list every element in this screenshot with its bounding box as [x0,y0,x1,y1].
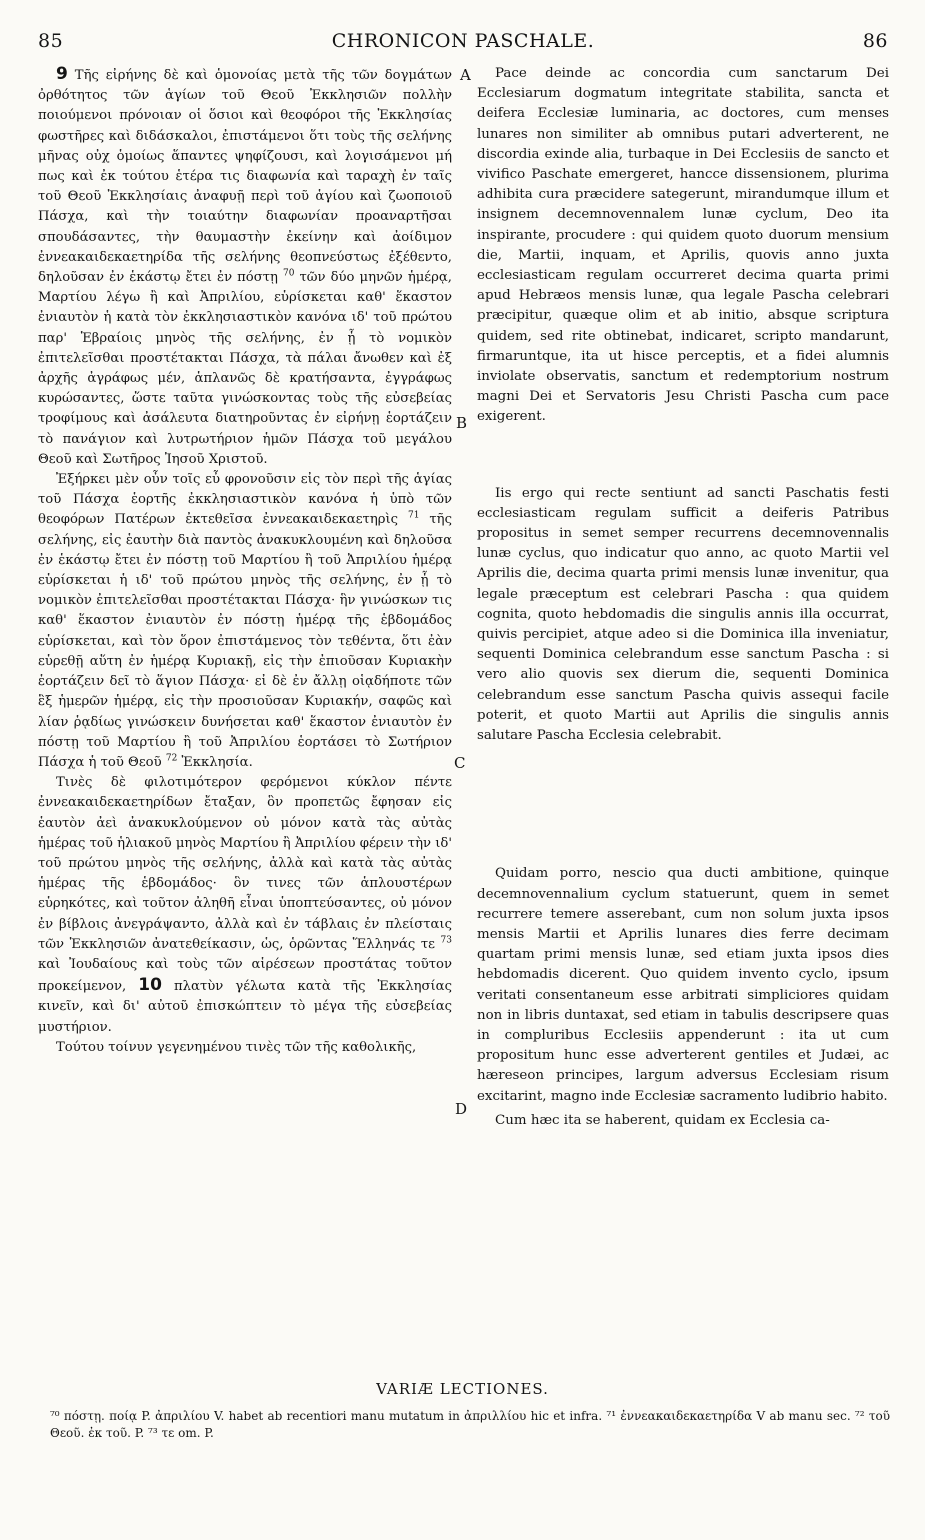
margin-marker-c: C [454,754,466,772]
note-ref-72: 72 [165,753,178,764]
variae-lectiones-notes: ⁷⁰ πόστῃ. ποίᾳ P. ἀπριλίου V. habet ab recentiori manu mutatum in ἀπριλλίου hic et infra. ⁷¹ ἐννεακαιδεκαετηρίδα V ab manu sec. ⁷² τοῦ Θεοῦ. ἐκ τοῦ. P. ⁷³ τε om. P. [50,1409,890,1440]
greek-p3-text: Τινὲς δὲ φιλοτιμότερον φερόμενοι κύκλον πέντε ἐννεακαιδεκαετηρίδων ἔταξαν, ὃν προπετῶς ἔφησαν εἰς ἑαυτὸν ἀεὶ ἀνακυκλούμενον οὐ μόνον κατὰ τὰς αὐτὰς ἡμέρας τοῦ ἡλιακοῦ μηνὸς Μαρτίου ἢ Ἀπριλίου φέρειν τὴν ιδ' τοῦ πρώτου μηνὸς τῆς σελήνης, ἀλλὰ καὶ κατὰ τὰς αὐτὰς ἡμέρας τῆς ἑβδομάδος· ὃν τινες τῶν ἁπλουστέρων εὑρηκότες, καὶ τοῦτον ἀληθῆ εἶναι ὑποπτεύσαντες, οὐ μόνον ἐν βίβλοις ἀνεγράψαντο, ἀλλὰ καὶ ἐν τάβλαις ἐν πλείσταις τῶν Ἐκκλησιῶν ἀνατεθείκασιν, ὡς, ὁρῶντας Ἕλληνάς τε [38,775,452,952]
margin-marker-b: B [456,414,468,432]
greek-p2-text-end: Ἐκκλησία. [181,754,253,770]
greek-p2-text: Ἐξήρκει μὲν οὖν τοῖς εὖ φρονοῦσιν εἰς τὸν περὶ τῆς ἁγίας τοῦ Πάσχα ἑορτῆς ἐκκλησιαστικὸν κανόνα ἡ ὑπὸ τῶν θεοφόρων Πατέρων ἐκτεθεῖσα ἐννεακαιδεκαετηρὶς [38,472,452,528]
greek-paragraph-1 [38,64,452,470]
greek-column [38,64,452,1058]
latin-paragraph-3: Quidam porro, nescio qua ducti ambitione, quinque decemnovennalium cyclum statuerunt, quem in semet recurrere temere asserebant, cum non solum juxta ipsos mensis Martii et Aprilis lunares dies ferre decimam quartam primi mensis lunæ, sed etiam juxta ipsos dies hebdomadis dicerent. Quo quidem invento cyclo, ipsum veritati consentaneum esse arbitrati simpliciores quidam non in libris duntaxat, sed etiam in tabulis descripsere quas in compluribus Ecclesiis appenderunt : ita ut cum propositum hunc esse adverterent gentiles et Judæi, ac hæreseon principes, largum adversus Ecclesiam risum excitarint, magno inde Ecclesiæ sacramento ludibrio habito. [477,866,889,1104]
page-number-left: 85 [38,30,64,52]
latin-paragraph-4: Cum hæc ita se haberent, quidam ex Ecclesia ca- [495,1112,830,1128]
margin-marker-a: A [460,66,471,84]
note-ref-71: 71 [407,511,420,522]
running-title: CHRONICON PASCHALE. [331,30,595,52]
greek-paragraph-2 [38,470,452,773]
section-number-9: 9 [56,64,68,84]
greek-p3-text-cont: καὶ Ἰουδαίους καὶ τοὺς τῶν αἱρέσεων προστάτας τοῦτον προκείμενον, [38,956,452,995]
greek-paragraph-4: Τούτου τοίνυν γεγενημένου τινὲς τῶν τῆς καθολικῆς, [56,1039,417,1055]
greek-p3-text-end: πλατὺν γέλωτα κατὰ τῆς Ἐκκλησίας κινεῖν, καὶ δι' αὐτοῦ ἐπισκώπτειν τὸ μέγα τῆς εὐσεβείας μυστήριον. [38,979,452,1035]
greek-p2-text-cont: τῆς σελήνης, εἰς ἑαυτὴν διὰ παντὸς ἀνακυκλουμένη καὶ δηλοῦσα ἐν ἑκάστῳ ἔτει ἐν πόστῃ τοῦ Μαρτίου ἢ τοῦ Ἀπριλίου ἡμέρᾳ εὑρίσκεται ἡ ιδ' τοῦ πρώτου μηνὸς τῆς σελήνης, ἐν ᾗ τὸ νομικὸν ἐπιτελεῖσθαι προστέτακται Πάσχα· ἣν γινώσκων τις καθ' ἕκαστον ἐνιαυτὸν ἐν πόστῃ ἡμέρᾳ τῆς ἑβδομάδος εὑρίσκεται, καὶ τὸν ὅρον ἐπιστάμενος τὸν τεθέντα, ὅτι ἐὰν εὑρεθῇ αὕτη ἐν ἡμέρᾳ Κυριακῇ, εἰς τὴν ἐπιοῦσαν Κυριακὴν ἑορτάζειν δεῖ τὸ ἅγιον Πάσχα· εἰ δὲ ἐν ἄλλῃ οἱᾳδήποτε τῶν ἓξ ἡμερῶν ἡμέρᾳ, εἰς τὴν προσιοῦσαν Κυριακήν, σαφῶς καὶ λίαν ῥᾳδίως γινώσκειν δυνήσεται καθ' ἕκαστον ἐνιαυτὸν ἐν πόστῃ τοῦ Μαρτίου ἢ τοῦ Ἀπριλίου ἑορτάσει τὸ Σωτήριον Πάσχα ἡ τοῦ Θεοῦ [38,512,452,770]
note-ref-70: 70 [282,268,295,279]
greek-p1-text: Τῆς εἰρήνης δὲ καὶ ὁμονοίας μετὰ τῆς τῶν δογμάτων ὀρθότητος τῶν ἁγίων τοῦ Θεοῦ Ἐκκλησιῶν πολλὴν ποιούμενοι πρόνοιαν οἱ ὅσιοι καὶ θεοφόροι τῆς Ἐκκλησίας φωστῆρες καὶ διδάσκαλοι, ἐπιστάμενοι ὅτι τοὺς τῆς σελήνης μῆνας οὐχ ὁμοίως ἅπαντες ψηφίζουσι, καὶ λογισάμενοι μή πως καὶ ἐκ τούτου ἑτέρα τις διαφωνία καὶ ταραχὴ ἐν ταῖς τοῦ Θεοῦ Ἐκκλησίαις ἀναφυῇ περὶ τοῦ ἁγίου καὶ ζωοποιοῦ Πάσχα, καὶ τὴν τοιαύτην διαφωνίαν προαναρτῆσαι σπουδάσαντες, τὴν θαυμαστὴν ἐκείνην καὶ ἀοίδιμον ἐννεακαιδεκαετηρίδα τῆς σελήνης θεοπνεύστως ἐξέθεντο, δηλοῦσαν ἐν ἑκάστῳ ἔτει ἐν πόστῃ [38,68,452,286]
running-header [38,30,888,56]
page-number-right: 86 [862,30,888,52]
section-number-10: 10 [138,975,162,996]
greek-p1-text-cont: τῶν δύο μηνῶν ἡμέρᾳ, Μαρτίου λέγω ἢ καὶ Ἀπριλίου, εὑρίσκεται καθ' ἕκαστον ἐνιαυτὸν ἡ κατὰ τὸν ἐκκλησιαστικὸν κανόνα ιδ' τοῦ πρώτου παρ' Ἑβραίοις μηνὸς τῆς σελήνης, ἐν ᾗ τὸ νομικὸν ἐπιτελεῖσθαι προστέτακται Πάσχα, τὰ πάλαι ἄνωθεν καὶ ἐξ ἀρχῆς ἀγράφως μέν, ἁπλανῶς δὲ κρατήσαντα, ἐγγράφως κυρώσαντες, ὥστε ταῦτα γινώσκοντας τοὺς τῆς εὐσεβείας τροφίμους καὶ ἀσάλευτα διατηροῦντας ἐν εἰρήνῃ ἑορτάζειν τὸ πανάγιον καὶ λυτρωτήριον ἡμῶν Πάσχα τοῦ μεγάλου Θεοῦ καὶ Σωτῆρος Ἰησοῦ Χριστοῦ. [38,270,452,467]
margin-marker-d: D [455,1100,468,1118]
latin-column [477,64,889,1131]
latin-paragraph-2: Iis ergo qui recte sentiunt ad sancti Paschatis festi ecclesiasticam regulam sufficit a deiferis Patribus propositus in semet semper recurrens decemnovennalis lunæ cyclus, quo indicatur quo anno, ac quoto Martii vel Aprilis die, decima quarta primi mensis lunæ invenitur, qua legale præceptum est celebrari Pascha : qua quidem cognita, quoto hebdomadis die singulis annis illa occurrat, quivis percipiet, atque adeo si die Dominica illa inveniatur, sequenti Dominica celebrandum esse sanctum Pascha : si vero alio quovis sex dierum die, sequenti Dominica celebrandum esse sanctum Pascha quivis assequi facile poterit, et quoto Martii aut Aprilis die singulis annis salutare Pascha Ecclesia celebrabit. [477,485,889,744]
latin-paragraph-1: Pace deinde ac concordia cum sanctarum Dei Ecclesiarum dogmatum integritate stabilita, sancta et deifera Ecclesiæ luminaria, ac doctores, cum menses lunares non similiter ab omnibus putari adverterent, ne discordia exinde alia, turbaque in Dei Ecclesiis de sancto et vivifico Paschate emergeret, hancce dissensionem, plurima adhibita cura præcidere sategerunt, mirandumque illum et insignem decemnovennalem lunæ cyclum, Deo ita inspirante, procudere : qui quidem quoto duorum mensium die, Martii, inquam, et Aprilis, quovis anno juxta ecclesiasticam regulam occurreret decima quarta primi apud Hebræos mensis lunæ, qua legale Pascha celebrari præcipitur, quæque olim et ab initio, absque scriptura quidem, sed rite obtinebat, indicaret, scripto mandarunt, firmaruntque, ita ut hisce perceptis, et a fidei alumnis inviolate observatis, sanctum et redemptorium nostrum magni Dei et Servatoris Jesu Christi Pascha cum pace exigerent. [477,66,889,425]
note-ref-73: 73 [440,935,452,946]
greek-paragraph-3 [38,773,452,1038]
variae-lectiones-title: VARIÆ LECTIONES. [376,1380,549,1398]
